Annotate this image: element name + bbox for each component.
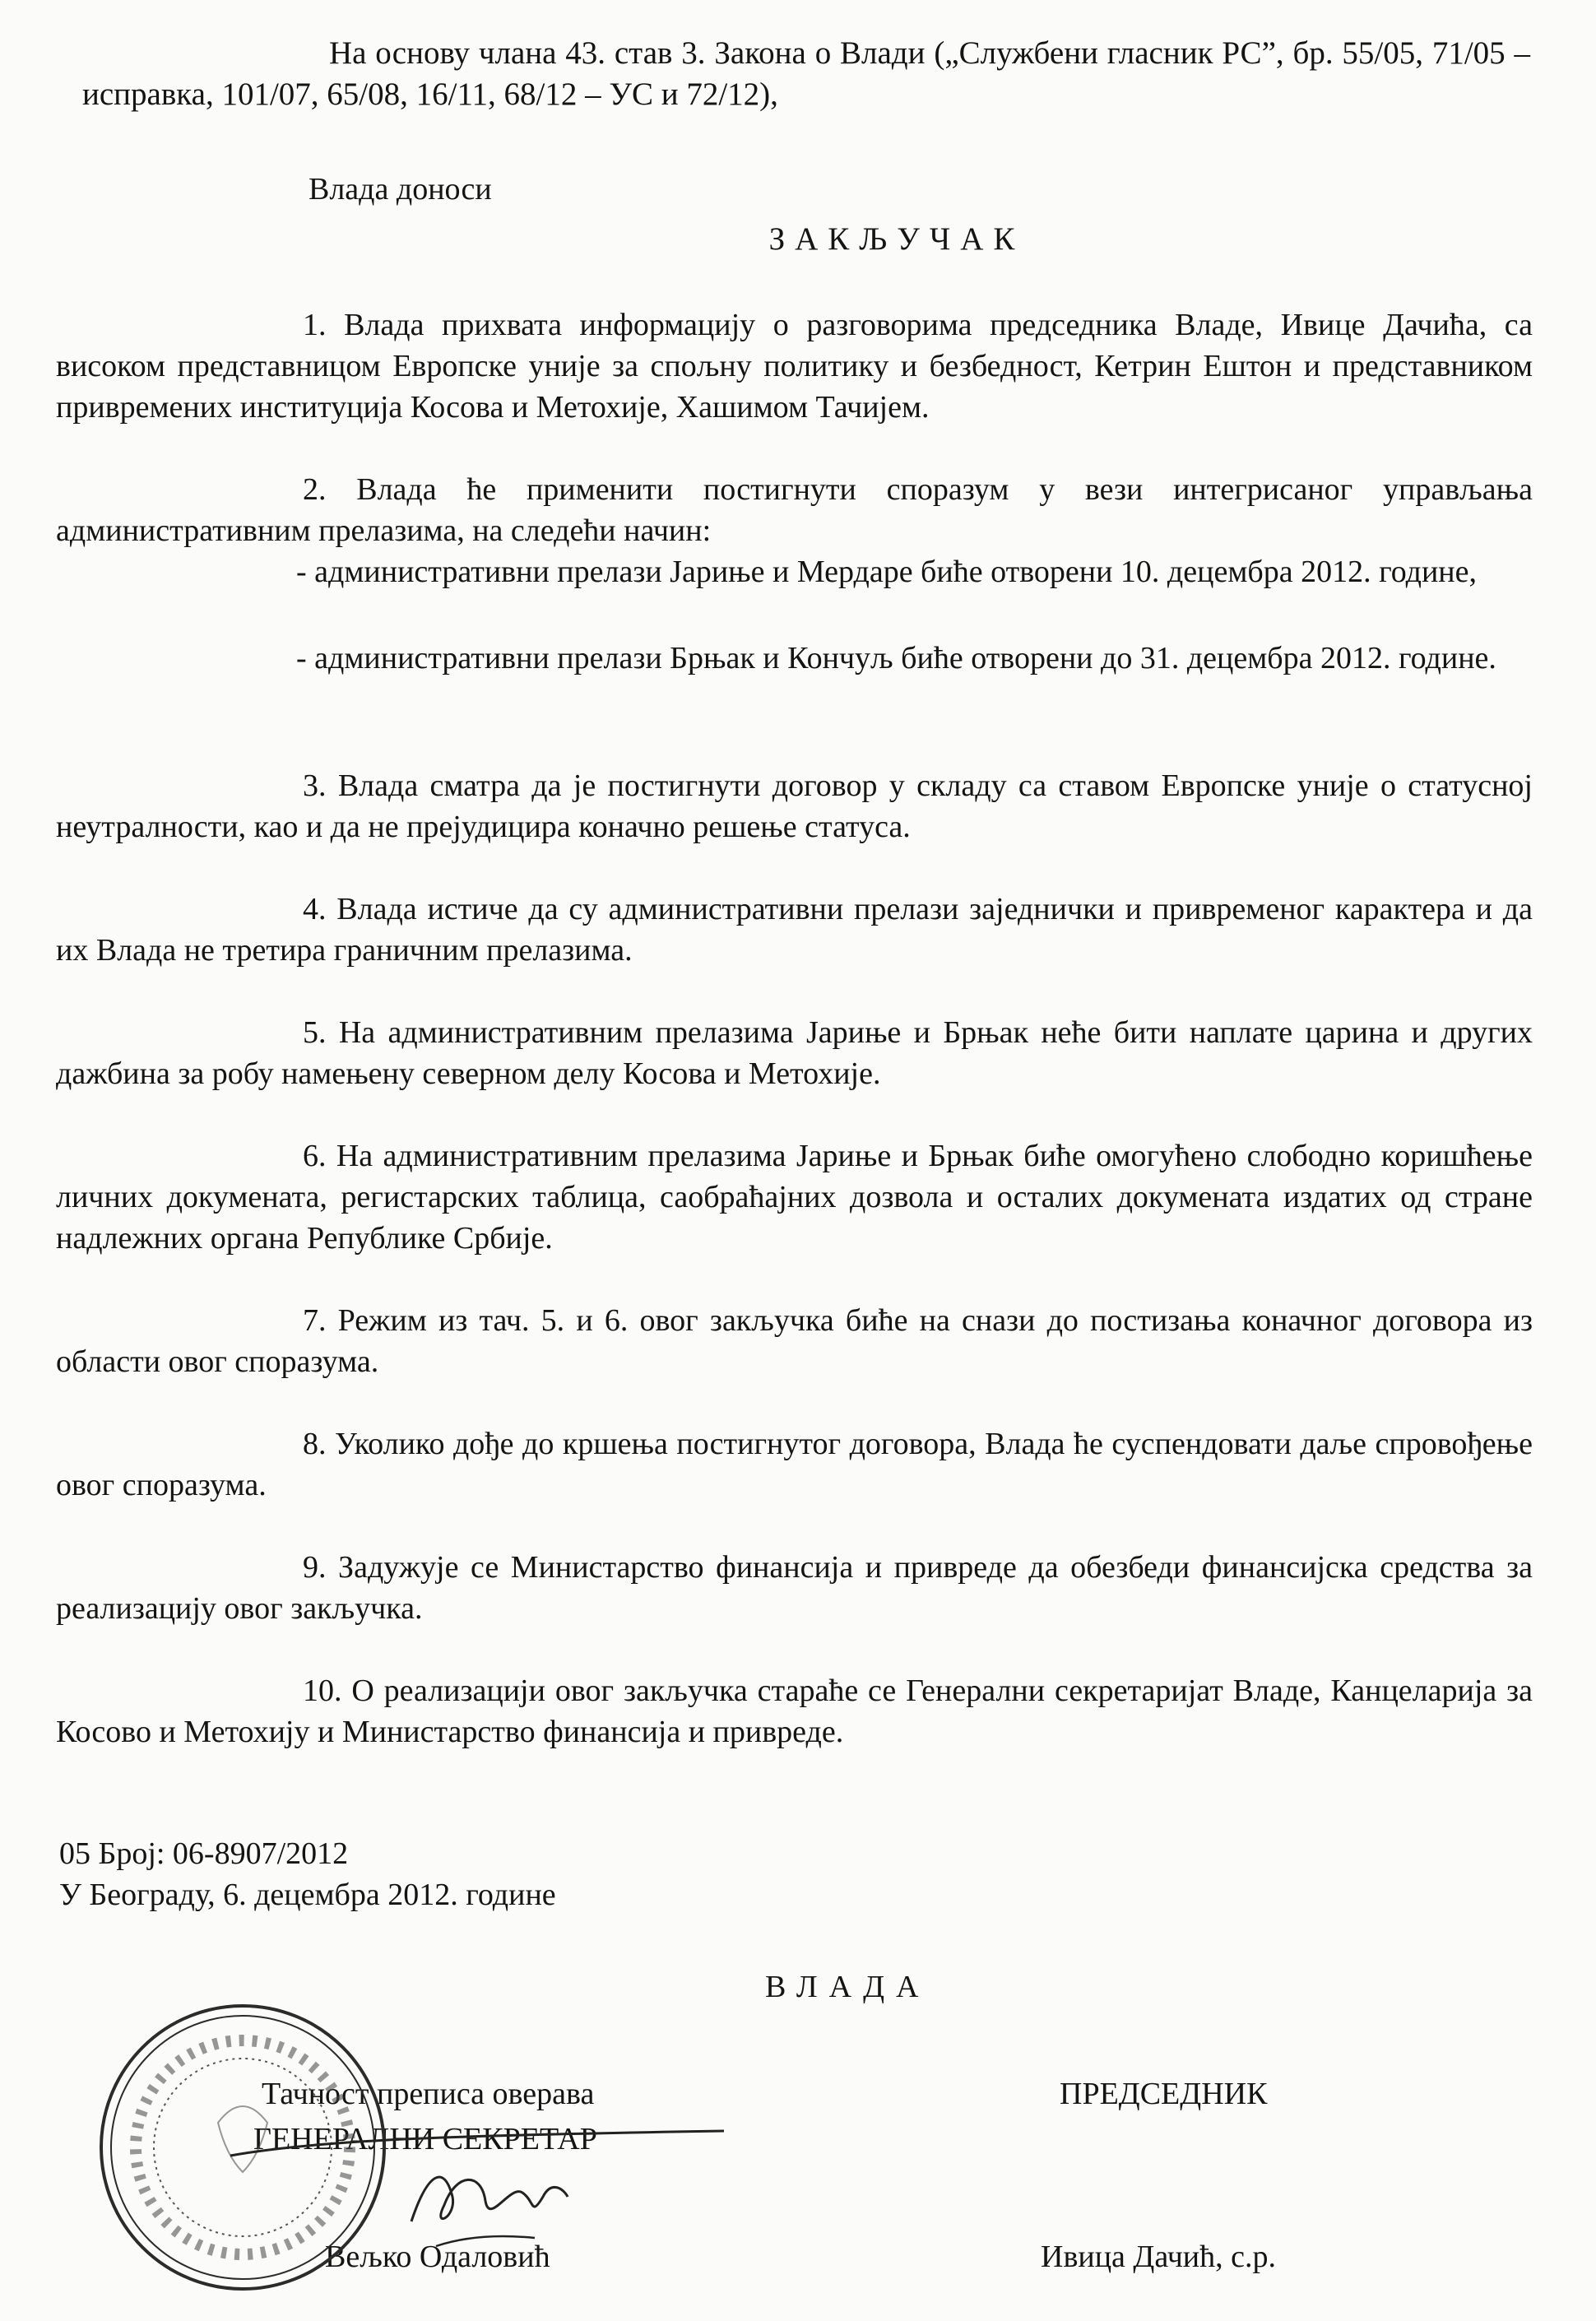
document-number: 05 Број: 06-8907/2012 (59, 1836, 349, 1871)
point-2-item-2: - административни прелази Брњак и Кончуљ биће отворени до 31. децембра 2012. године. (296, 641, 1496, 675)
point-10: 10. О реализацији овог закључка стараће се Генерални секретаријат Владе, Канцеларија за Косово и Метохију и Министарство финансија и привреде. (56, 1673, 1533, 1749)
intro-line: Влада доноси (309, 172, 492, 207)
secretary-name: Вељко Одаловић (325, 2240, 550, 2274)
secretary-title: ГЕНЕРАЛНИ СЕКРЕТАР (253, 2122, 597, 2156)
president-name: Ивица Дачић, с.р. (1041, 2240, 1277, 2274)
place-date: У Београду, 6. децембра 2012. године (59, 1878, 556, 1912)
point-9: 9. Задужује се Министарство финансија и привреде да обезбеди финансијска средства за реализацију овог закључка. (56, 1550, 1533, 1626)
point-2-item-1: - административни прелази Јариње и Мердаре биће отворени 10. децембра 2012. године, (296, 555, 1477, 589)
point-6: 6. На административним прелазима Јариње и Брњак биће омогућено слободно коришћење личних докумената, регистарских таблица, саобраћајних дозвола и осталих докумената издатих од стране надлежних органа Републике Србије. (56, 1139, 1533, 1256)
point-5: 5. На административним прелазима Јариње и Брњак неће бити наплате царина и других дажбина за робу намењену северном делу Косова и Метохије. (56, 1015, 1533, 1091)
preamble: На основу члана 43. став 3. Закона о Влади („Службени гласник РС”, бр. 55/05, 71/05 – исправка, 101/07, 65/08, 16/11, 68/12 – УС и 72/12), (82, 35, 1530, 112)
point-1: 1. Влада прихвата информацију о разговорима председника Владе, Ивице Дачића, са високом представницом Европске уније за спољну политику и безбедност, Кетрин Ештон и представником привремених институција Косова и Метохије, Хашимом Тачијем. (56, 308, 1533, 425)
copy-certification: Тачност преписа оверава (262, 2077, 595, 2111)
issuer-body: ВЛАДА (765, 1970, 930, 2004)
point-4: 4. Влада истиче да су административни прелази заједнички и привременог карактера и да их Влада не третира граничним прелазима. (56, 892, 1533, 968)
point-8: 8. Уколико дође до кршења постигнутог договора, Влада ће суспендовати даље спровођење овог споразума. (56, 1427, 1533, 1502)
point-2: 2. Влада ће применити постигнути споразум у вези интегрисаног управљања административним прелазима, на следећи начин: (56, 472, 1533, 548)
secretary-signature (222, 2106, 732, 2271)
president-title: ПРЕДСЕДНИК (1060, 2077, 1268, 2111)
point-3: 3. Влада сматра да је постигнути договор у складу са ставом Европске уније о статусној неутралности, као и да не прејудицира коначно решење статуса. (56, 768, 1533, 844)
point-7: 7. Режим из тач. 5. и 6. овог закључка биће на снази до постизања коначног договора из области овог споразума. (56, 1303, 1533, 1379)
document-title: ЗАКЉУЧАК (768, 221, 1025, 257)
